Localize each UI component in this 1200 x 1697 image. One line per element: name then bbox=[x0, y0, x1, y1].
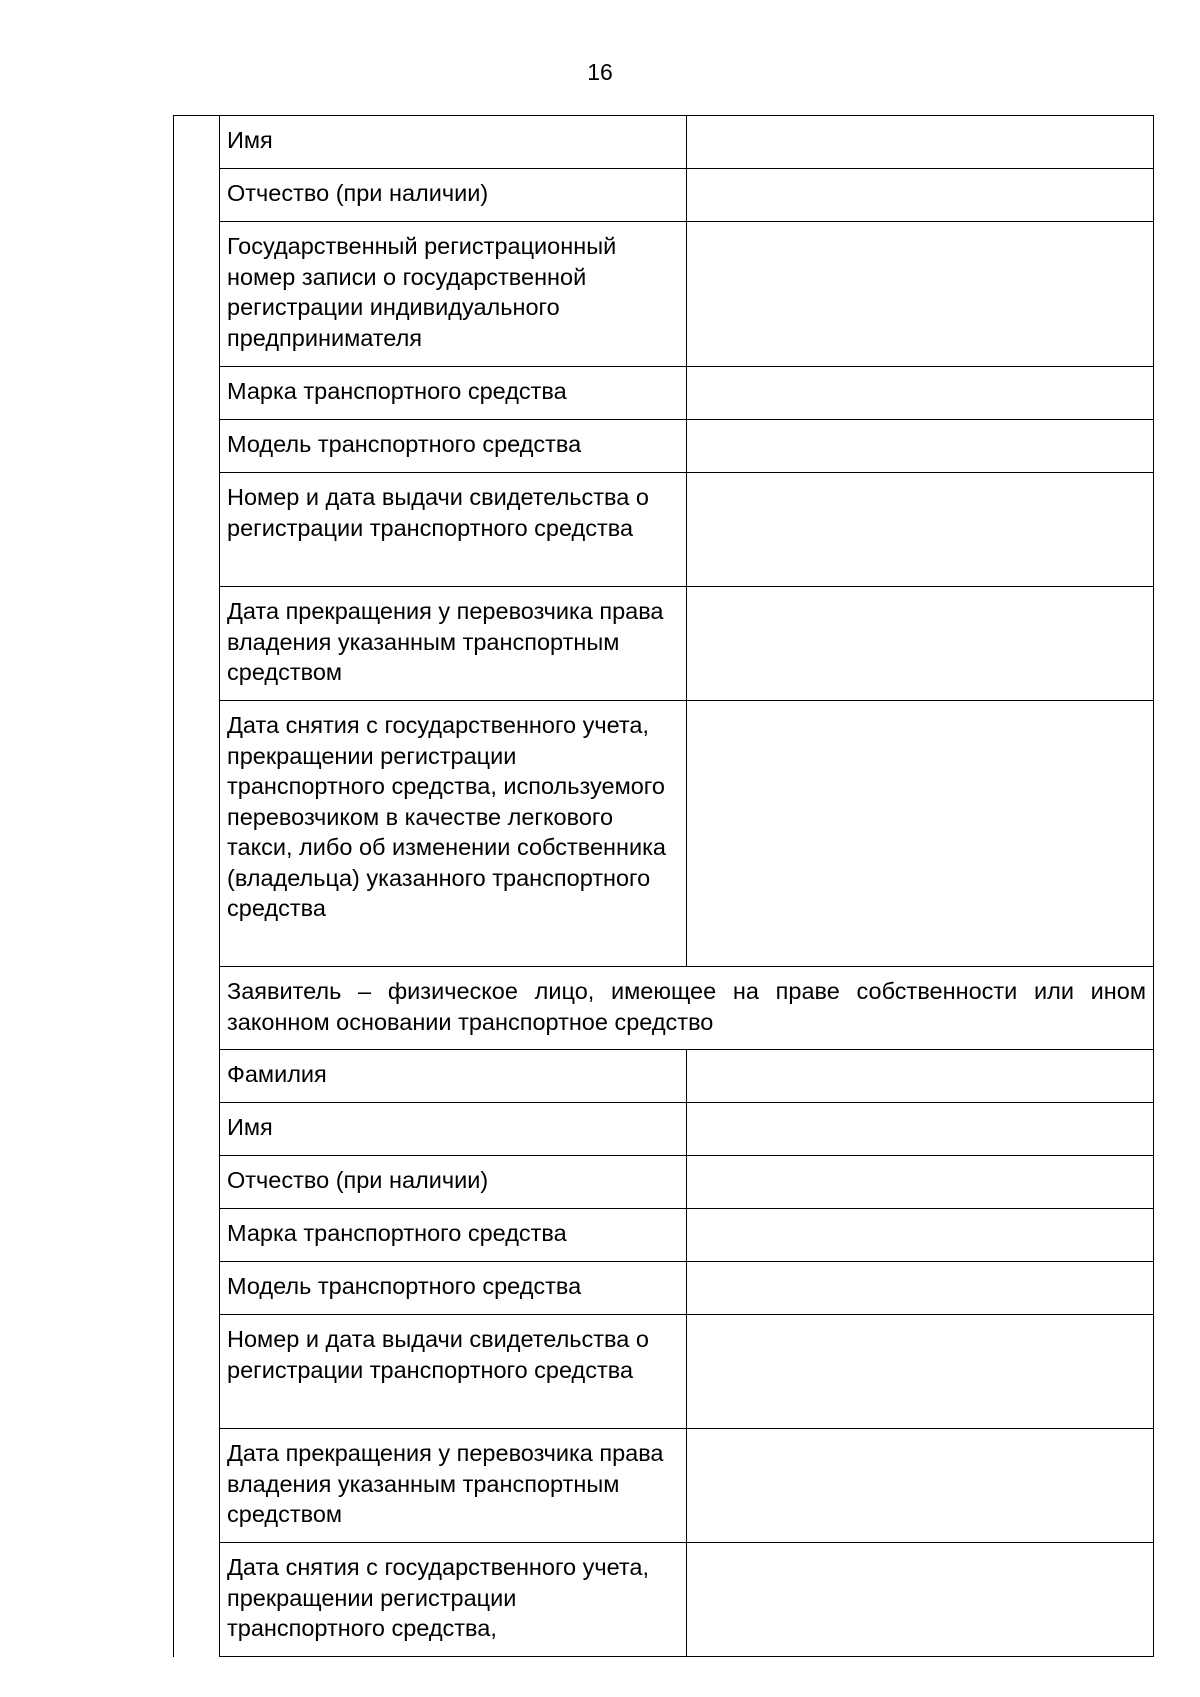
field-value[interactable] bbox=[687, 1103, 1154, 1156]
field-value[interactable] bbox=[687, 587, 1154, 701]
table-row bbox=[174, 169, 1154, 222]
field-label: Государственный регистрационный номер записи о государственной регистрации индивидуального предпринимателя bbox=[220, 222, 687, 367]
field-value[interactable] bbox=[687, 1050, 1154, 1103]
field-label: Отчество (при наличии) bbox=[220, 1156, 687, 1209]
application-form-table bbox=[173, 115, 1154, 1657]
field-value[interactable] bbox=[687, 1429, 1154, 1543]
table-row bbox=[174, 1429, 1154, 1543]
table-row bbox=[174, 1103, 1154, 1156]
field-value[interactable] bbox=[687, 420, 1154, 473]
section-heading-row bbox=[174, 967, 1154, 1050]
page-number: 16 bbox=[587, 59, 613, 85]
field-value[interactable] bbox=[687, 116, 1154, 169]
field-label: Фамилия bbox=[220, 1050, 687, 1103]
table-row bbox=[174, 1050, 1154, 1103]
field-label: Модель транспортного средства bbox=[220, 420, 687, 473]
table-row bbox=[174, 473, 1154, 587]
field-label: Марка транспортного средства bbox=[220, 367, 687, 420]
field-value[interactable] bbox=[687, 1543, 1154, 1657]
table-row bbox=[174, 587, 1154, 701]
field-label: Имя bbox=[220, 116, 687, 169]
field-value[interactable] bbox=[687, 1262, 1154, 1315]
table-row bbox=[174, 1156, 1154, 1209]
field-label: Номер и дата выдачи свидетельства о регистрации транспортного средства bbox=[220, 1315, 687, 1429]
field-value[interactable] bbox=[687, 1209, 1154, 1262]
field-label: Отчество (при наличии) bbox=[220, 169, 687, 222]
field-value[interactable] bbox=[687, 473, 1154, 587]
field-label: Модель транспортного средства bbox=[220, 1262, 687, 1315]
field-label: Номер и дата выдачи свидетельства о регистрации транспортного средства bbox=[220, 473, 687, 587]
field-value[interactable] bbox=[687, 169, 1154, 222]
field-label: Дата прекращения у перевозчика права владения указанным транспортным средством bbox=[220, 1429, 687, 1543]
field-label: Имя bbox=[220, 1103, 687, 1156]
field-value[interactable] bbox=[687, 701, 1154, 967]
table-row bbox=[174, 1543, 1154, 1657]
field-value[interactable] bbox=[687, 367, 1154, 420]
table-row bbox=[174, 367, 1154, 420]
table-row bbox=[174, 116, 1154, 169]
field-value[interactable] bbox=[687, 1315, 1154, 1429]
section-heading: Заявитель – физическое лицо, имеющее на праве собственности или ином законном основании транспортное средство bbox=[220, 967, 1154, 1050]
table-row bbox=[174, 420, 1154, 473]
table-row bbox=[174, 1262, 1154, 1315]
table-row bbox=[174, 222, 1154, 367]
table-row bbox=[174, 1209, 1154, 1262]
row-number-cell bbox=[174, 116, 220, 1657]
field-label: Дата снятия с государственного учета, прекращении регистрации транспортного средства, bbox=[220, 1543, 687, 1657]
field-label: Дата прекращения у перевозчика права владения указанным транспортным средством bbox=[220, 587, 687, 701]
table-row bbox=[174, 1315, 1154, 1429]
table-row bbox=[174, 701, 1154, 967]
field-label: Марка транспортного средства bbox=[220, 1209, 687, 1262]
field-label: Дата снятия с государственного учета, прекращении регистрации транспортного средства, используемого перевозчиком в качестве легкового такси, либо об изменении собственника (владельца) указанного транспортного средства bbox=[220, 701, 687, 967]
field-value[interactable] bbox=[687, 1156, 1154, 1209]
field-value[interactable] bbox=[687, 222, 1154, 367]
